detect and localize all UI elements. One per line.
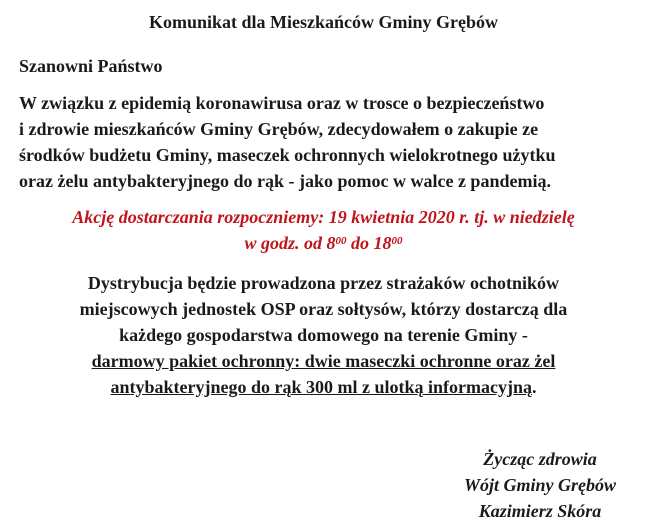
package-line xyxy=(0,374,647,400)
document-title: Komunikat dla Mieszkańców Gminy Grębów xyxy=(148,12,498,32)
intro-line: i zdrowie mieszkańców Gminy Grębów, zdecydowałem o zakupie ze xyxy=(19,119,539,139)
package-period: . xyxy=(532,377,537,397)
delivery-date-line: Akcję dostarczania rozpoczniemy: 19 kwietnia 2020 r. tj. w niedzielę xyxy=(72,207,575,227)
package-line xyxy=(0,348,647,374)
distribution-paragraph xyxy=(0,270,647,400)
hours-mid: do 18 xyxy=(346,233,392,253)
hours-prefix: w godz. od 8 xyxy=(244,233,336,253)
signature-greeting: Życząc zdrowia xyxy=(483,449,597,469)
salutation: Szanowni Państwo xyxy=(19,56,163,76)
distribution-line: każdego gospodarstwa domowego na terenie Gminy - xyxy=(119,325,528,345)
distribution-line: Dystrybucja będzie prowadzona przez strażaków ochotników xyxy=(87,273,560,293)
package-description: antybakteryjnego do rąk 300 ml z ulotką informacyjną xyxy=(110,377,532,397)
signature-name: Kazimierz Skóra xyxy=(478,501,602,521)
signature-role: Wójt Gminy Grębów xyxy=(463,475,616,495)
intro-line: oraz żelu antybakteryjnego do rąk - jako pomoc w walce z pandemią. xyxy=(19,171,551,191)
distribution-line: miejscowych jednostek OSP oraz sołtysów, którzy dostarczą dla xyxy=(79,299,568,319)
package-description: darmowy pakiet ochronny: dwie maseczki ochronne oraz żel xyxy=(91,351,556,371)
delivery-hours-line xyxy=(0,230,647,256)
intro-line: środków budżetu Gminy, maseczek ochronnych wielokrotnego użytku xyxy=(19,145,556,165)
intro-line: W związku z epidemią koronawirusa oraz w trosce o bezpieczeństwo xyxy=(19,93,545,113)
hours-start-minutes: 00 xyxy=(335,235,347,247)
delivery-announcement xyxy=(0,204,647,256)
intro-paragraph xyxy=(19,90,625,194)
signature-block xyxy=(450,446,630,524)
hours-end-minutes: 00 xyxy=(391,235,403,247)
